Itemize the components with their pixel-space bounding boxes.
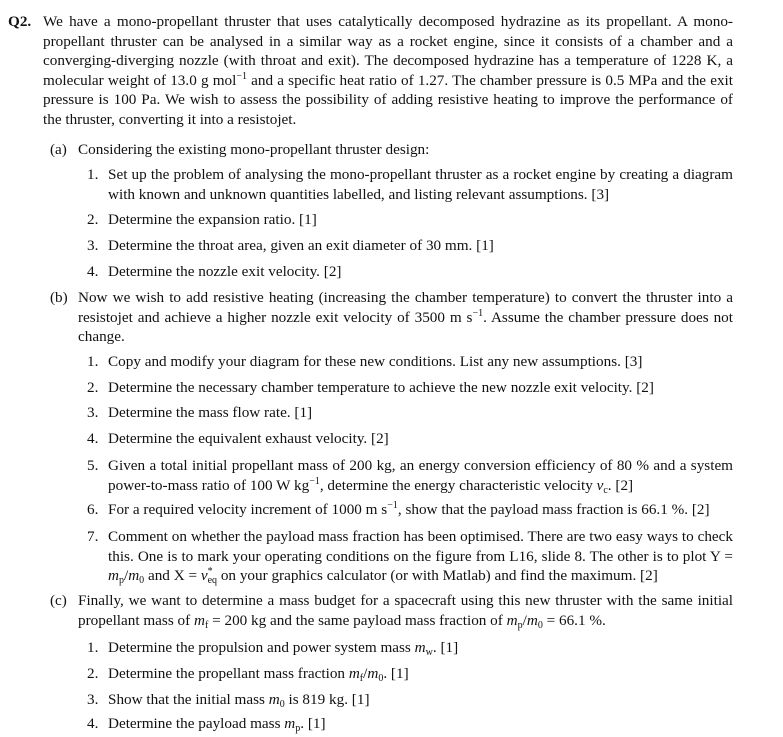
part-a-item-2-number: 2. [87, 211, 99, 228]
part-b-item-6-number: 6. [87, 501, 99, 518]
part-b-item-7-sub1: p [118, 575, 124, 586]
part-b-item-5-text [108, 456, 733, 495]
part-c-item-3-text-b: is 819 kg. [1] [284, 691, 370, 708]
part-c-item-1-number: 1. [87, 639, 99, 656]
part-c-item-2-slash: / [363, 665, 368, 682]
intro-superscript: −1 [236, 70, 247, 82]
part-c-item-3-sub: 0 [279, 699, 285, 710]
part-b-item-7-subeq: eq [207, 575, 218, 586]
part-b-item-1-text: Copy and modify your diagram for these new conditions. List any new assumptions. [3] [108, 353, 643, 370]
part-c-item-4-text [108, 714, 733, 734]
part-c-label: (c) [50, 592, 67, 609]
part-b-item-7-star: * [207, 566, 213, 577]
part-b-item-7-m1: m [108, 567, 119, 584]
part-b-item-5-superscript: −1 [309, 475, 320, 487]
part-c-item-4-text-b: . [1] [300, 715, 326, 732]
part-a-item-4-number: 4. [87, 263, 99, 280]
part-c-item-4-m: m [284, 715, 296, 732]
part-c-item-4-sub: p [295, 723, 301, 734]
part-a-item-2-text: Determine the expansion ratio. [1] [108, 211, 317, 228]
part-c-item-2-sub1: f [359, 673, 364, 684]
part-c-item-1-m: m [414, 639, 426, 656]
part-b-item-5-number: 5. [87, 457, 99, 474]
part-c-m0: m [526, 611, 538, 629]
part-b-item-5-text-a: Given a total initial propellant mass of 200 kg, an energy conversion efficiency of 80 % and a system power-to-mass ratio of 100 W kg [108, 457, 733, 494]
part-b-item-7-sub2: 0 [139, 575, 145, 586]
part-a-item-3-text: Determine the throat area, given an exit diameter of 30 mm. [1] [108, 237, 494, 254]
part-b-item-7-v: v [200, 567, 208, 584]
part-b-item-2-number: 2. [87, 379, 99, 396]
part-c-item-2-m2: m [367, 665, 379, 682]
part-b-text-a: Now we wish to add resistive heating (increasing the chamber temperature) to convert the thruster into a resistojet and achieve a higher nozzle exit velocity of 3500 m s [78, 289, 733, 326]
part-b-item-6-text-a: For a required velocity increment of 1000 m s [108, 501, 388, 518]
part-c-mf: m [194, 611, 205, 629]
part-b-text-b: . Assume the chamber pressure does not change. [78, 308, 733, 345]
part-c-item-3-m: m [268, 691, 280, 708]
part-b-item-7-text-c: on your graphics calculator (or with Matlab) and find the maximum. [2] [217, 567, 658, 584]
part-b-item-3-text: Determine the mass flow rate. [1] [108, 404, 313, 421]
part-b-label: (b) [50, 289, 68, 306]
part-c-item-1-text [108, 638, 733, 658]
part-b-item-7-number: 7. [87, 528, 99, 545]
part-b-item-6-text-b: , show that the payload mass fraction is 66.1 %. [2] [397, 501, 710, 518]
part-c-m0-sub: 0 [537, 619, 543, 631]
part-c-item-2-number: 2. [87, 665, 99, 682]
part-b-item-4-number: 4. [87, 430, 99, 447]
part-c-mp: m [506, 611, 518, 629]
part-a-item-1-text: Set up the problem of analysing the mono-propellant thruster as a rocket engine by creating a diagram with known and unknown quantities labelled, and listing relevant assumptions. [3] [108, 166, 733, 203]
part-b-item-1-number: 1. [87, 353, 99, 370]
part-c-slash: / [522, 611, 527, 629]
part-c-text-a: Finally, we want to determine a mass budget for a spacecraft using this new thruster with the same initial propellant mass of [78, 592, 733, 629]
part-c-item-1-sub: w [425, 647, 433, 658]
part-b-item-6-text [108, 500, 733, 520]
part-a-item-1-number: 1. [87, 166, 99, 183]
intro-text-2: and a specific heat ratio of 1.27. The chamber pressure is 0.5 MPa and the exit pressure is 100 Pa. We wish to assess the possibility of adding resistive heating to improve the performance of the thruster, converting it into a resistojet. [43, 71, 733, 128]
part-c-item-2-text [108, 664, 733, 684]
part-b-text [78, 288, 733, 347]
part-a-label: (a) [50, 141, 67, 158]
part-b-item-5-subscript: c [603, 484, 608, 496]
part-b-item-5-text-c: . [2] [607, 476, 634, 494]
part-c-item-4-number: 4. [87, 715, 99, 732]
part-b-item-6-superscript: −1 [387, 500, 398, 511]
part-c-mp-sub: p [517, 619, 523, 631]
part-b-item-2-text: Determine the necessary chamber temperature to achieve the new nozzle exit velocity. [2] [108, 379, 654, 396]
part-c-item-3-number: 3. [87, 691, 99, 708]
part-c-item-1-text-a: Determine the propulsion and power system mass [108, 639, 415, 656]
part-b-item-7-text-a: Comment on whether the payload mass fraction has been optimised. There are two easy ways to check this. One is to mark your operating conditions on the figure from L16, slide 8. The other is to plot Y = [108, 528, 733, 565]
part-a-text: Considering the existing mono-propellant thruster design: [78, 141, 430, 158]
question-intro [43, 12, 733, 129]
part-a-item-4-text: Determine the nozzle exit velocity. [2] [108, 263, 342, 280]
part-c-item-4-text-a: Determine the payload mass [108, 715, 285, 732]
part-b-item-7-text-b: and X = [144, 567, 201, 584]
part-c-item-3-text-a: Show that the initial mass [108, 691, 269, 708]
intro-text-1: We have a mono-propellant thruster that uses catalytically decomposed hydrazine as its propellant. A mono-propellant thruster can be analysed in a similar way as a rocket engine, since it consists of a chamber and a converging-diverging nozzle (with throat and exit). The decomposed hydrazine has a temperature of 1228 K, a molecular weight of 13.0 g mol [43, 13, 733, 89]
part-c-item-1-text-b: . [1] [432, 639, 459, 656]
part-b-item-7-text [108, 527, 733, 586]
part-b-item-7-slash: / [123, 567, 129, 584]
part-c-item-2-m1: m [348, 665, 360, 682]
part-b-item-7-m2: m [128, 567, 140, 584]
part-c-mf-sub: f [204, 619, 209, 631]
part-b-item-3-number: 3. [87, 404, 99, 421]
part-a-item-3-number: 3. [87, 237, 99, 254]
part-b-item-5-text-b: , determine the energy characteristic velocity [319, 476, 597, 494]
part-c-item-3-text [108, 690, 733, 710]
question-label: Q2. [8, 13, 32, 30]
part-c-text-b: = 200 kg and the same payload mass fraction of [208, 611, 507, 629]
part-c-item-2-text-b: . [1] [383, 665, 409, 682]
part-c-text [78, 591, 733, 630]
part-c-item-2-sub2: 0 [378, 673, 384, 684]
part-c-text-c: = 66.1 %. [542, 611, 606, 629]
part-b-superscript: −1 [472, 307, 484, 319]
part-c-item-2-text-a: Determine the propellant mass fraction [108, 665, 349, 682]
part-b-item-5-variable: v [596, 476, 604, 494]
part-b-item-4-text: Determine the equivalent exhaust velocity. [2] [108, 430, 389, 447]
